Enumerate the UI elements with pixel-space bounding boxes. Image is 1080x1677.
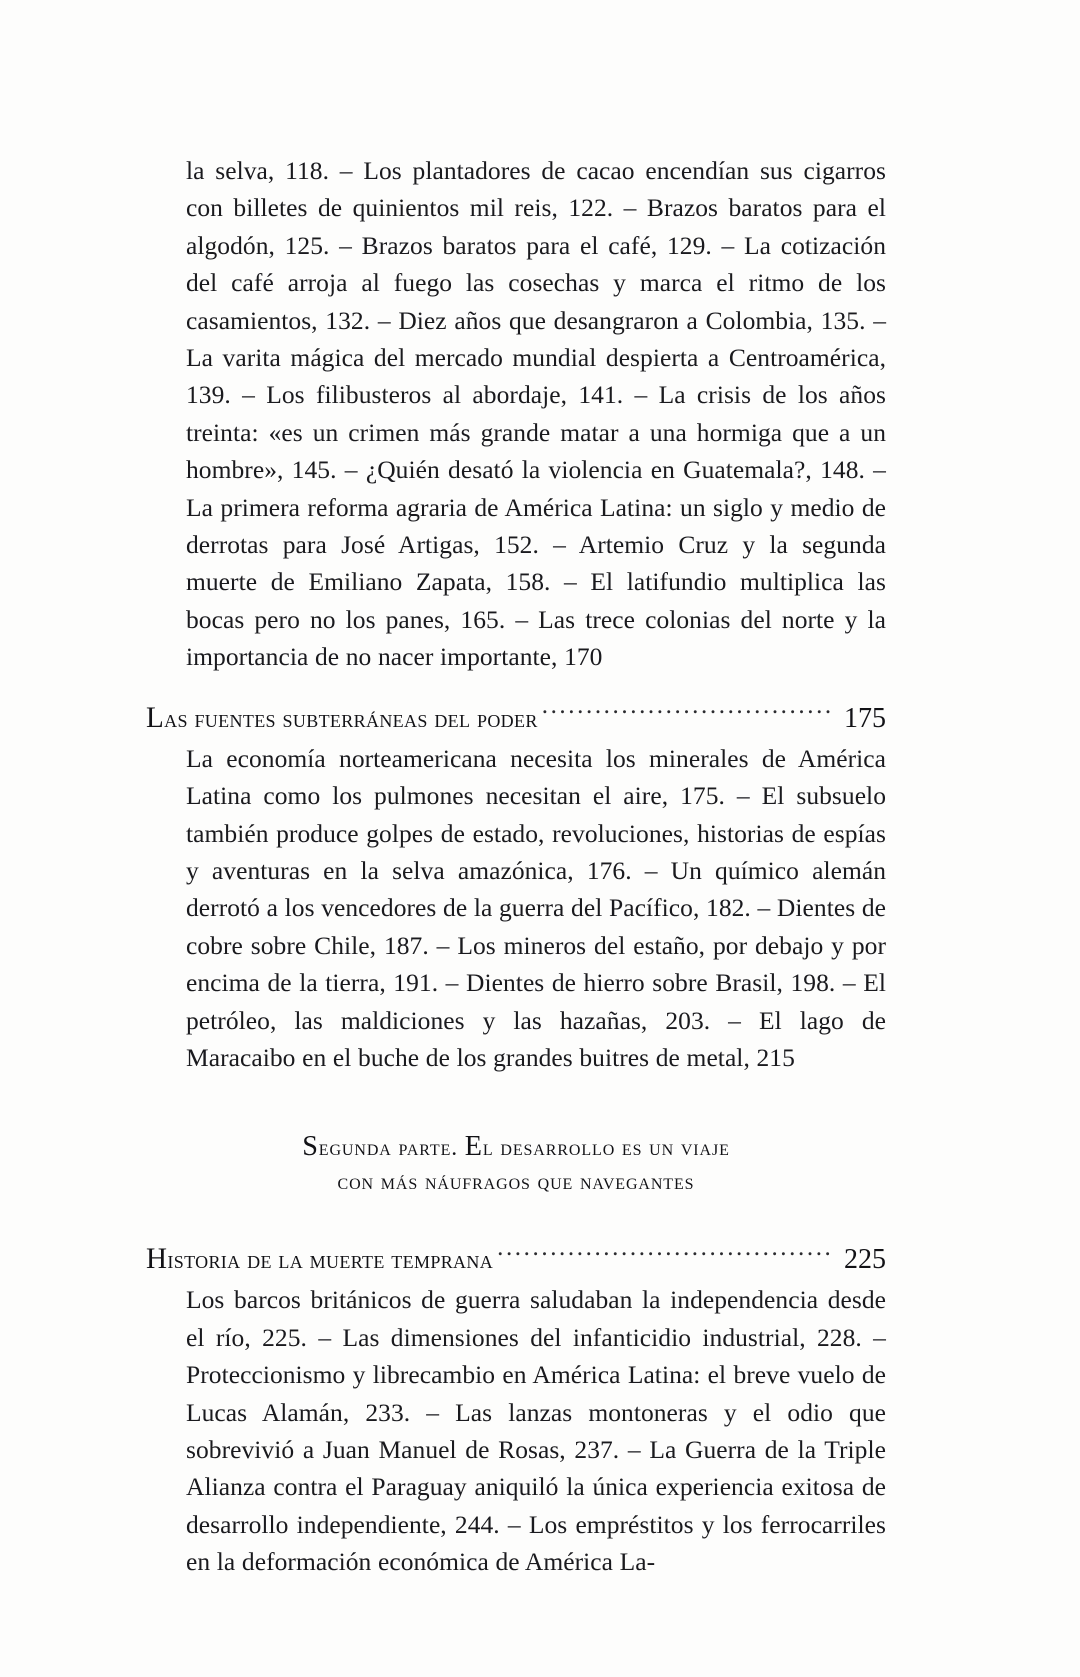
spacer xyxy=(146,1076,886,1130)
dot-leader xyxy=(497,1243,835,1268)
chapter-page-number: 175 xyxy=(844,702,886,734)
toc-chapter-entry[interactable] xyxy=(146,1239,886,1281)
spacer xyxy=(146,676,886,698)
chapter-title xyxy=(146,1239,493,1281)
part-heading-line-2: con más náufragos que navegantes xyxy=(337,1169,695,1196)
toc-chapter-entry[interactable] xyxy=(146,698,886,740)
part-heading-line-1 xyxy=(168,1130,864,1165)
list-item: La economía norteamericana necesita los minerales de América Latina como los pulmones necesitan el aire, 175. – El subsuelo también produce golpes de estado, revoluciones, historias de espías y aventuras en la selva amazónica, 176. – Un químico alemán derrotó a los vencedores de la guerra del Pacífico, 182. – Dientes de cobre sobre Chile, 187. – Los mineros del estaño, por debajo y por encima de la tierra, 191. – Dientes de hierro sobre Brasil, 198. – El petróleo, las maldiciones y las hazañas, 203. – El lago de Maracaibo en el buche de los grandes buitres de metal, 215 xyxy=(186,743,886,1072)
part-heading-text-segunda: egunda parte. xyxy=(318,1135,465,1162)
part-heading-initial-el: E xyxy=(464,1131,483,1163)
chapter-title-initial: L xyxy=(146,701,165,734)
chapter-title-initial: H xyxy=(146,1243,168,1276)
list-item: la selva, 118. – Los plantadores de cacao encendían sus cigarros con billetes de quinientos mil reis, 122. – Brazos baratos para el algodón, 125. – Brazos baratos para el café, 129. – La cotización del café arroja al fuego las cosechas y marca el ritmo de los casamientos, 132. – Diez años que desangraron a Colombia, 135. – La varita mágica del mercado mundial despierta a Centroamérica, 139. – Los filibusteros al abordaje, 141. – La crisis de los años treinta: «es un crimen más grande matar a una hormiga que a un hombre», 145. – ¿Quién desató la violencia en Guatemala?, 148. – La primera reforma agraria de América Latina: un siglo y medio de derrotas para José Artigas, 152. – Artemio Cruz y la segunda muerte de Emiliano Zapata, 158. – El latifundio multiplica las bocas pero no los panes, 165. – Las trece colonias del norte y la importancia de no nacer importante, 170 xyxy=(186,156,886,672)
chapter-page-number: 225 xyxy=(844,1244,886,1276)
list-item: Los barcos británicos de guerra saludaban la independencia desde el río, 225. – Las dimensiones del infanticidio industrial, 228. – Proteccionismo y librecambio en América Latina: el breve vuelo de Lucas Alamán, 233. – Las lanzas montoneras y el odio que sobrevivió a Juan Manuel de Rosas, 237. – La Guerra de la Triple Alianza contra el Paraguay aniquiló la única experiencia exitosa de desarrollo independiente, 244. – Los empréstitos y los ferrocarriles en la deformación económica de América La- xyxy=(186,1285,886,1577)
chapter-title xyxy=(146,698,538,740)
dot-leader xyxy=(542,702,835,727)
part-heading xyxy=(146,1130,886,1199)
chapter-title-rest: as fuentes subterráneas del poder xyxy=(164,705,538,733)
part-heading-initial-segunda: S xyxy=(302,1131,319,1163)
toc-content xyxy=(146,152,886,1581)
chapter-title-rest: istoria de la muerte temprana xyxy=(167,1247,494,1275)
part-heading-text-el: l desarrollo es un viaje xyxy=(482,1135,730,1162)
spacer xyxy=(146,1199,886,1239)
